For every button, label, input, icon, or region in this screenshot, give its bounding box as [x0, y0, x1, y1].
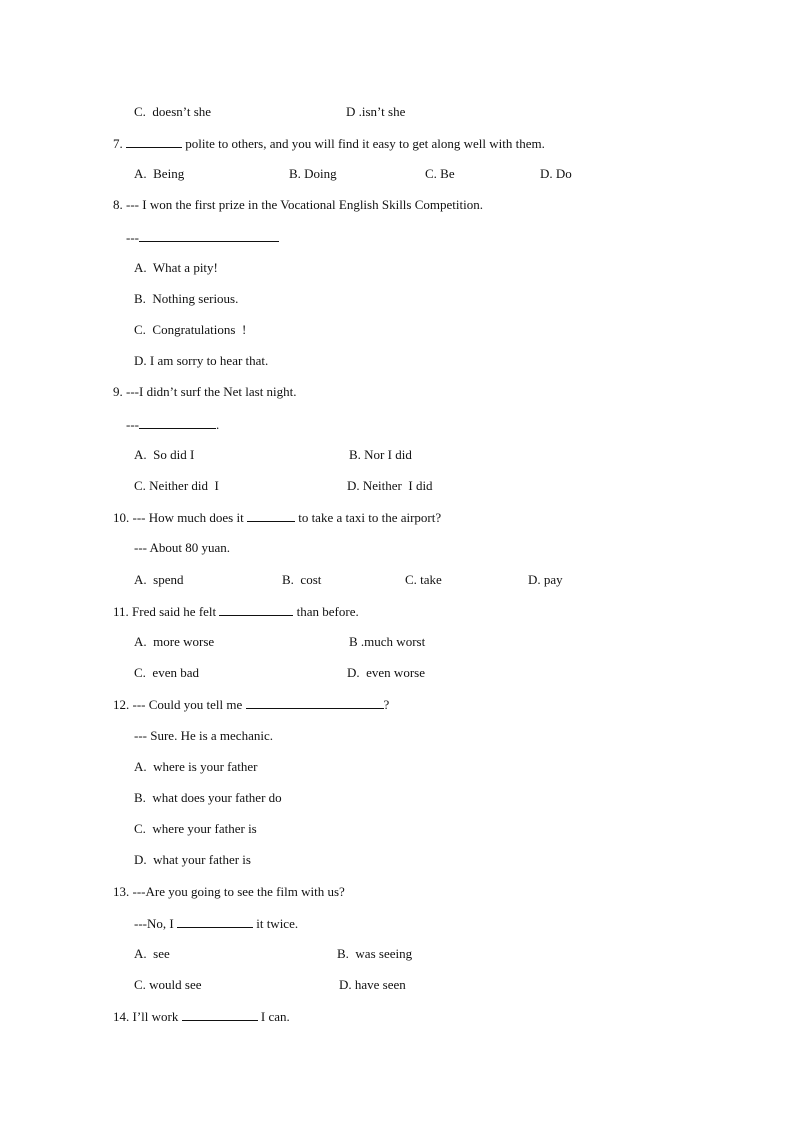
q12-option-b: B. what does your father do — [134, 790, 282, 805]
q13-option-d: D. have seen — [339, 977, 406, 992]
q13-number: 13. — [113, 884, 130, 899]
q8-stem — [113, 197, 483, 213]
q13-reply-before: ---No, I — [134, 916, 174, 931]
q9-blank — [139, 416, 216, 429]
q7-option-b: B. Doing — [289, 166, 337, 181]
q11-stem — [113, 603, 359, 620]
q7-blank — [126, 135, 182, 148]
q10-option-b: B. cost — [282, 572, 322, 587]
q7-number: 7. — [113, 136, 123, 151]
q11-number: 11. — [113, 604, 129, 619]
q10-blank — [247, 509, 295, 522]
q8-option-b: B. Nothing serious. — [134, 291, 239, 306]
q8-option-d: D. I am sorry to hear that. — [134, 353, 269, 368]
q13-reply-after: it twice. — [256, 916, 299, 931]
q14-number: 14. — [113, 1009, 130, 1024]
q13-option-c: C. would see — [134, 977, 202, 992]
q11-option-c: C. even bad — [134, 665, 199, 680]
q12-option-a: A. where is your father — [134, 759, 258, 774]
q9-option-d: D. Neither I did — [347, 478, 433, 493]
q14-stem — [113, 1008, 290, 1025]
q14-stem-after: I can. — [260, 1009, 290, 1024]
q7-option-d: D. Do — [540, 166, 572, 181]
q11-blank — [219, 603, 293, 616]
q12-option-d: D. what your father is — [134, 852, 251, 867]
q7-option-c: C. Be — [425, 166, 455, 181]
q7-option-a: A. Being — [134, 166, 185, 181]
q13-blank — [177, 915, 253, 928]
q9-reply-prefix: --- — [126, 417, 139, 432]
q14-stem-before: I’ll work — [132, 1009, 179, 1024]
q13-stem — [113, 884, 345, 900]
q8-blank — [139, 229, 279, 242]
q12-stem — [113, 696, 389, 713]
q9-reply-suffix: . — [216, 417, 220, 432]
q11-stem-before: Fred said he felt — [132, 604, 217, 619]
q8-reply-prefix: --- — [126, 230, 139, 245]
q13-reply — [134, 915, 298, 932]
q12-reply: --- Sure. He is a mechanic. — [134, 728, 273, 743]
q9-number: 9. — [113, 384, 123, 399]
q8-reply — [126, 229, 279, 246]
q13-stem-text: ---Are you going to see the film with us? — [132, 884, 345, 899]
q10-stem-after: to take a taxi to the airport? — [298, 510, 442, 525]
q6-option-d: D .isn’t she — [346, 104, 406, 119]
q8-stem-text: --- I won the first prize in the Vocational English Skills Competition. — [126, 197, 483, 212]
q10-option-a: A. spend — [134, 572, 184, 587]
q8-option-a: A. What a pity! — [134, 260, 218, 275]
q9-option-a: A. So did I — [134, 447, 195, 462]
q10-number: 10. — [113, 510, 130, 525]
q8-number: 8. — [113, 197, 123, 212]
q9-reply — [126, 416, 219, 433]
q9-option-b: B. Nor I did — [349, 447, 412, 462]
q13-option-b: B. was seeing — [337, 946, 413, 961]
q12-option-c: C. where your father is — [134, 821, 257, 836]
q10-option-c: C. take — [405, 572, 442, 587]
q11-option-a: A. more worse — [134, 634, 215, 649]
q9-stem-text: ---I didn’t surf the Net last night. — [126, 384, 297, 399]
q8-option-c: C. Congratulations ! — [134, 322, 247, 337]
q12-number: 12. — [113, 697, 130, 712]
q11-option-b: B .much worst — [349, 634, 426, 649]
q10-stem — [113, 509, 441, 526]
q12-stem-after: ? — [383, 697, 390, 712]
q10-stem-before: --- How much does it — [132, 510, 244, 525]
q13-option-a: A. see — [134, 946, 170, 961]
q7-stem-text: polite to others, and you will find it easy to get along well with them. — [185, 136, 545, 151]
q11-stem-after: than before. — [296, 604, 359, 619]
q9-option-c: C. Neither did I — [134, 478, 219, 493]
q11-option-d: D. even worse — [347, 665, 425, 680]
q10-reply: --- About 80 yuan. — [134, 540, 231, 555]
q12-stem-before: --- Could you tell me — [132, 697, 243, 712]
q10-option-d: D. pay — [528, 572, 563, 587]
q14-blank — [182, 1008, 258, 1021]
q6-option-c: C. doesn’t she — [134, 104, 212, 119]
q9-stem — [113, 384, 297, 400]
q7-stem — [113, 135, 545, 152]
q12-blank — [246, 696, 384, 709]
